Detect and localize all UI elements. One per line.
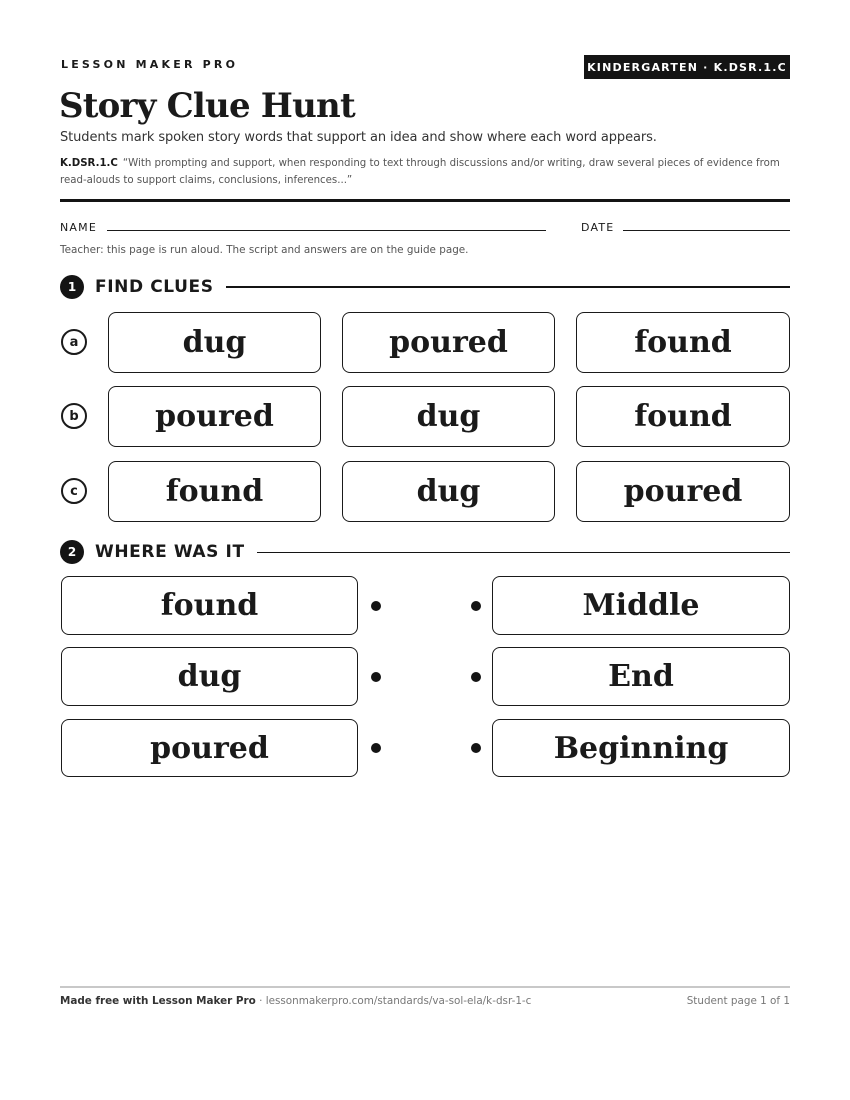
- section-divider: [257, 552, 790, 553]
- section-number: 1: [60, 275, 84, 299]
- name-label: NAME: [60, 221, 97, 234]
- section-header-find-clues: [60, 275, 790, 299]
- match-dot-left[interactable]: [371, 743, 381, 753]
- standard-text: “With prompting and support, when responding to text through discussions and/or writing, draw several pieces of evidence from read-alouds to support claims, conclusions, inferences...”: [60, 158, 780, 186]
- header-divider: [60, 199, 790, 202]
- word-box[interactable]: dug: [342, 461, 555, 522]
- section-header-where-was-it: [60, 540, 790, 564]
- word-box[interactable]: dug: [108, 312, 321, 373]
- match-dot-right[interactable]: [471, 672, 481, 682]
- date-field[interactable]: [623, 230, 790, 231]
- word-box[interactable]: poured: [108, 386, 321, 447]
- row-letter-c: c: [61, 478, 87, 504]
- footer-divider: [60, 986, 790, 988]
- footer-url[interactable]: · lessonmakerpro.com/standards/va-sol-ela/k-dsr-1-c: [255, 995, 532, 1007]
- footer-credit: [60, 995, 531, 1007]
- match-word-box[interactable]: poured: [61, 719, 358, 777]
- standard-code: K.DSR.1.C: [60, 158, 118, 169]
- standard-description: [60, 156, 795, 189]
- word-box[interactable]: found: [108, 461, 321, 522]
- match-word-box[interactable]: found: [61, 576, 358, 635]
- word-box[interactable]: dug: [342, 386, 555, 447]
- match-dot-left[interactable]: [371, 672, 381, 682]
- row-letter-a: a: [61, 329, 87, 355]
- section-title: WHERE WAS IT: [95, 542, 245, 562]
- brand-name: LESSON MAKER PRO: [61, 58, 239, 71]
- page-subtitle: Students mark spoken story words that support an idea and show where each word appears.: [60, 130, 657, 145]
- date-label: DATE: [581, 221, 615, 234]
- footer-page-number: Student page 1 of 1: [686, 995, 790, 1007]
- match-position-box[interactable]: Middle: [492, 576, 790, 635]
- match-dot-right[interactable]: [471, 601, 481, 611]
- word-box[interactable]: poured: [342, 312, 555, 373]
- footer-made-with: Made free with Lesson Maker Pro: [60, 995, 256, 1007]
- match-position-box[interactable]: End: [492, 647, 790, 706]
- name-field[interactable]: [107, 230, 546, 231]
- row-letter-b: b: [61, 403, 87, 429]
- match-dot-left[interactable]: [371, 601, 381, 611]
- match-position-box[interactable]: Beginning: [492, 719, 790, 777]
- teacher-note: Teacher: this page is run aloud. The script and answers are on the guide page.: [60, 244, 469, 256]
- grade-badge: KINDERGARTEN · K.DSR.1.C: [584, 55, 790, 79]
- match-dot-right[interactable]: [471, 743, 481, 753]
- section-number: 2: [60, 540, 84, 564]
- word-box[interactable]: found: [576, 312, 790, 373]
- page-title: Story Clue Hunt: [59, 86, 355, 126]
- match-word-box[interactable]: dug: [61, 647, 358, 706]
- word-box[interactable]: poured: [576, 461, 790, 522]
- section-divider: [226, 286, 790, 288]
- section-title: FIND CLUES: [95, 277, 214, 297]
- word-box[interactable]: found: [576, 386, 790, 447]
